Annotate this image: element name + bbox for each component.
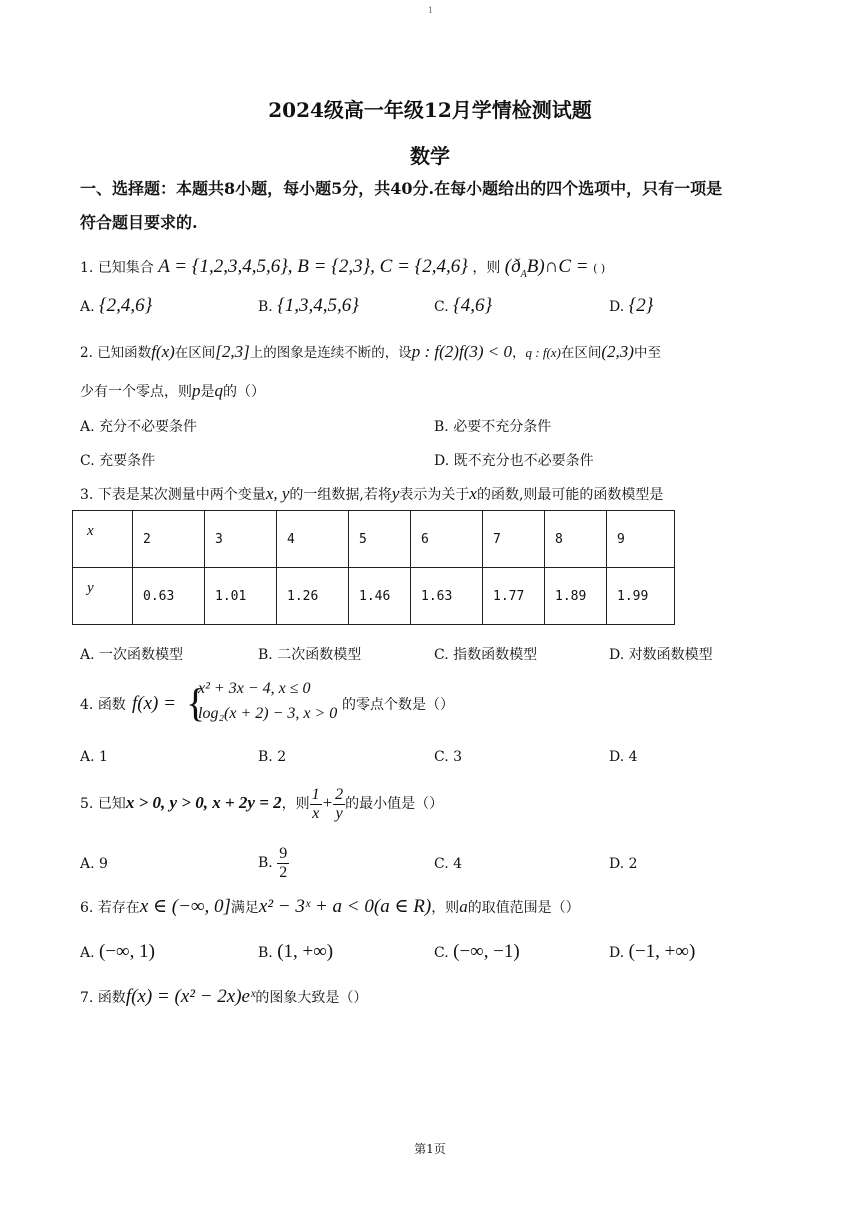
question-4-lead: 4. 函数 [80,697,126,713]
q6-option-b[interactable]: B. (1, +∞) [258,941,334,962]
table-cell: 1.01 [205,568,277,625]
q4-brace: { [186,680,206,725]
table-cell: 4 [277,511,349,568]
question-1 [80,258,605,284]
q2-option-b[interactable]: B. 必要不充分条件 [434,419,552,435]
q3-option-b[interactable]: B. 二次函数模型 [258,647,362,663]
q1-text-b: ，则 [472,260,501,276]
q5-option-a[interactable]: A. 9 [80,856,108,872]
q3-option-d[interactable]: D. 对数函数模型 [609,647,713,663]
q3-option-c[interactable]: C. 指数函数模型 [434,647,538,663]
page-mark: 1 [428,6,434,15]
q3-option-a[interactable]: A. 一次函数模型 [80,647,184,663]
table-row-y [73,568,675,625]
table-cell: 1.89 [545,568,607,625]
table-cell: 2 [133,511,205,568]
q6-option-d[interactable]: D. (−1, +∞) [609,941,696,962]
table-row-x [73,511,675,568]
table-cell: 9 [607,511,675,568]
table-cell: 5 [349,511,411,568]
q4-case-1: x² + 3x − 4, x ≤ 0 [198,680,311,697]
q4-function: f(x) = [132,693,176,714]
q4-option-d[interactable]: D. 4 [609,749,638,765]
q5-frac-1: $\frac{1}{x}$ [311,785,320,822]
q6-option-c[interactable]: C. (−∞, −1) [434,941,520,962]
question-6: 6. 若存在x ∈ (−∞, 0]满足x² − 3ˣ + a < 0(a ∈ R)，则a的取值范围是（） [80,896,580,917]
q1-expr: $(ð_AB)\cap C$ = [504,256,589,280]
table-cell: 7 [483,511,545,568]
q4-option-a[interactable]: A. 1 [80,749,108,765]
table-cell: 0.63 [133,568,205,625]
q4-option-b[interactable]: B. 2 [258,749,287,765]
q2-option-d[interactable]: D. 既不充分也不必要条件 [434,453,594,469]
table-cell: 3 [205,511,277,568]
table-cell: 1.63 [411,568,483,625]
q1-blank: ( ) [593,262,606,275]
q1-text: 已知集合 [97,260,154,276]
table-cell: 1.46 [349,568,411,625]
q5-option-b[interactable]: B. $\frac{9}{2}$ [258,844,288,881]
q4-text: 的零点个数是（） [342,697,454,713]
q4-option-c[interactable]: C. 3 [434,749,463,765]
q6-option-a[interactable]: A. (−∞, 1) [80,941,155,962]
table-header-y: y [73,568,133,625]
table-cell: 1.77 [483,568,545,625]
table-cell: 1.26 [277,568,349,625]
section-heading-line1: 一、选择题：本题共8小题，每小题5分，共40分.在每小题给出的四个选项中，只有一项是 [80,179,723,198]
question-3: 3. 下表是某次测量中两个变量x, y的一组数据,若将y表示为关于x的函数,则最可能的函数模型是 [80,484,664,503]
table-header-x: x [73,511,133,568]
q2-option-c[interactable]: C. 充要条件 [80,453,156,469]
page-number: 第1页 [414,1142,446,1156]
section-heading-line2: 符合题目要求的. [80,213,198,232]
data-table [72,510,675,625]
table-cell: 8 [545,511,607,568]
question-5: 5. 已知x > 0, y > 0, x + 2y = 2，则 $\frac{1}{x}$ + $\frac{2}{y}$ 的最小值是（） [80,785,444,822]
q1-number: 1. [80,260,94,276]
q1-option-c[interactable]: C. {4,6} [434,295,493,316]
q4-case-2: log₂(x + 2) − 3, x > 0 [198,705,338,722]
exam-title: 2024级高一年级12月学情检测试题 [268,98,592,122]
q1-sets: A = {1,2,3,4,5,6}, B = {2,3}, C = {2,4,6} [158,256,468,277]
q1-option-a[interactable]: A. {2,4,6} [80,295,153,316]
subject-title: 数学 [410,144,450,168]
q1-option-b[interactable]: B. {1,3,4,5,6} [258,295,359,316]
q5-frac-2: $\frac{2}{y}$ [335,785,344,822]
q2-option-a[interactable]: A. 充分不必要条件 [80,419,198,435]
question-7: 7. 函数f(x) = (x² − 2x)eˣ的图象大致是（） [80,986,368,1007]
q5-option-d[interactable]: D. 2 [609,856,638,872]
question-2-line2: 少有一个零点，则p是q的（） [80,381,265,400]
table-cell: 1.99 [607,568,675,625]
question-2: 2. 已知函数f(x)在区间[2,3]上的图象是连续不断的，设p : f(2)f(3) < 0，q : f(x)在区间(2,3)中至 [80,342,661,361]
table-cell: 6 [411,511,483,568]
q1-option-d[interactable]: D. {2} [609,295,654,316]
q5-option-c[interactable]: C. 4 [434,856,463,872]
